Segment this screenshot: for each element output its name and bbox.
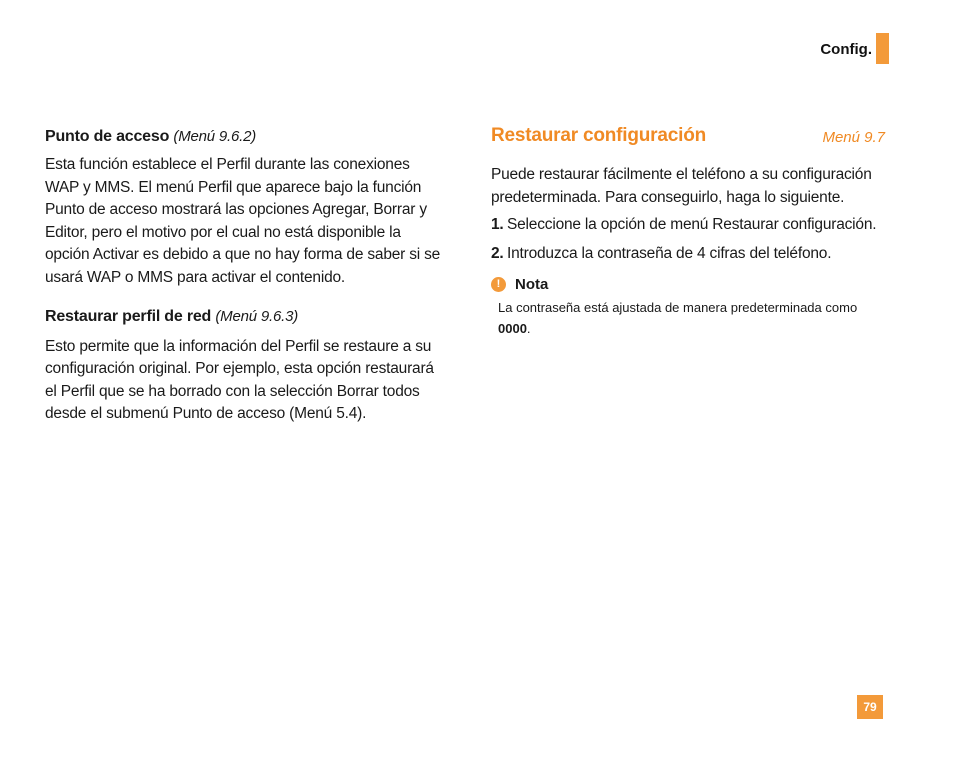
note-header [491,276,889,293]
heading-text: Punto de acceso [45,128,170,145]
default-password: 0000 [498,321,527,337]
page-number: 79 [857,695,883,719]
heading-text: Restaurar perfil de red [45,307,212,325]
note-title: Nota [515,276,549,294]
list-item [491,243,889,266]
exclamation-icon: ! [491,277,506,292]
restaurar-perfil-heading [45,307,445,327]
section-tab-marker [876,33,889,64]
step-number: 1. [491,216,504,234]
note-box [491,276,889,339]
intro-paragraph: Puede restaurar fácilmente el teléfono a su configuración predeterminada. Para conseguirlo, haga lo siguiente. [491,166,872,206]
list-item [491,214,889,237]
note-text: La contraseña está ajustada de manera predeterminada como [498,300,858,316]
step-text: Introduzca la contraseña de 4 cifras del teléfono. [507,244,832,262]
right-column [491,125,889,339]
restaurar-configuracion-heading [491,125,889,151]
punto-de-acceso-section [45,127,445,290]
menu-reference: (Menú 9.6.2) [173,128,257,145]
left-column [45,127,445,426]
restaurar-perfil-body: Esto permite que la información del Perfil se restaure a su configuración original. Por ejemplo, esta opción restaurará el Perfil que se ha borrado con la selección Borrar todos desde el submenú Punto de acceso (Menú 5.4). [45,337,434,423]
punto-de-acceso-body: Esta función establece el Perfil durante las conexiones WAP y MMS. El menú Perfil que aparece bajo la función Punto de acceso mostrará las opciones Agregar, Borrar y Editor, pero el motivo por el cual no está disponible la opción Activar es debido a que no hay forma de saber si se usará WAP o MMS para activar el contenido. [45,156,441,286]
note-text-end: . [526,321,531,337]
step-text: Seleccione la opción de menú Restaurar configuración. [507,216,877,234]
section-title: Config. [820,41,872,58]
heading-text: Restaurar configuración [491,125,707,146]
menu-reference: Menú 9.7 [822,129,885,146]
note-body [498,297,868,339]
steps-list [491,214,889,265]
menu-reference: (Menú 9.6.3) [215,307,299,325]
step-number: 2. [491,244,504,262]
restaurar-perfil-section [45,307,445,426]
punto-de-acceso-heading [45,127,445,147]
